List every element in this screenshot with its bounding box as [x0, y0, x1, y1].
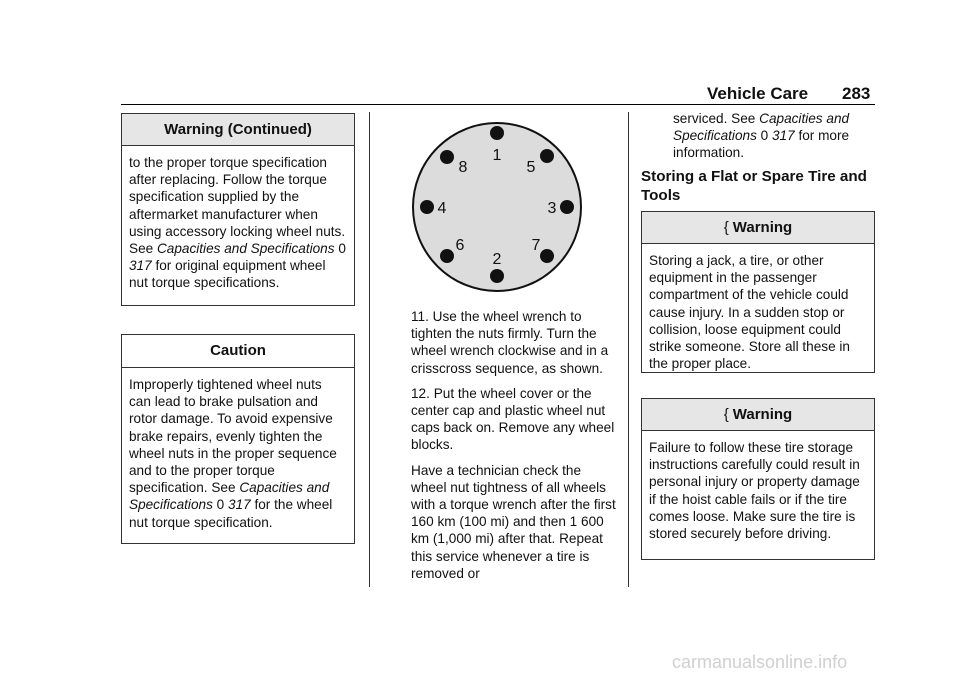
- wheel-nut-sequence-diagram: [410, 120, 584, 294]
- continued-paragraph: [673, 110, 873, 162]
- continued-text: serviced. See: [673, 111, 756, 126]
- step-text: Use the wheel wrench to tighten the nuts firmly. Turn the wheel wrench clockwise and in a crisscross sequence, as shown.: [411, 309, 609, 376]
- step-text: Put the wheel cover or the center cap and plastic wheel nut caps back on. Remove any wheel blocks.: [411, 385, 615, 453]
- step-item: [381, 385, 617, 454]
- step-number: 12.: [411, 385, 430, 401]
- capacities-link[interactable]: Capacities and Specifications: [156, 241, 335, 257]
- warning-box-storage: [641, 398, 875, 560]
- sequence-label: 3: [547, 200, 557, 217]
- sequence-label: 1: [492, 147, 502, 164]
- warning-body: Storing a jack, a tire, or other equipment in the passenger compartment of the vehicle could cause injury. In a sudden stop or collision, loose equipment could strike someone. Store all these in the proper place.: [649, 253, 850, 372]
- lug-nut: [440, 249, 454, 263]
- lug-nut: [490, 126, 504, 140]
- column-divider-right: [628, 112, 629, 587]
- caution-body: [122, 368, 354, 531]
- step-item: [381, 308, 617, 377]
- watermark: carmanualsonline.info: [672, 652, 848, 672]
- warning-title: Warning: [732, 406, 793, 423]
- warning-title: Warning: [732, 219, 793, 236]
- caution-box: [121, 334, 355, 544]
- lug-nut: [560, 200, 574, 214]
- sequence-label: 6: [455, 237, 465, 254]
- warning-icon: {: [723, 406, 729, 423]
- sequence-label: 4: [437, 200, 447, 217]
- warning-header: [642, 399, 874, 431]
- sequence-label: 7: [531, 237, 541, 254]
- column-divider-left: [369, 112, 370, 587]
- header-rule: [121, 104, 875, 105]
- lug-nut: [440, 150, 454, 164]
- caution-text: Improperly tightened wheel nuts can lead to brake pulsation and rotor damage. To avoid expensive brake repairs, evenly tighten the wheel nuts in the proper sequence and to the proper torque specification. See: [129, 377, 337, 496]
- lug-nut: [540, 249, 554, 263]
- warning-continued-text-end: for original equipment wheel nut torque specifications.: [129, 258, 326, 291]
- capacities-link[interactable]: Capacities and Specifications: [673, 111, 850, 144]
- warning-icon: {: [723, 219, 729, 236]
- warning-continued-body: [122, 146, 354, 292]
- step-number: 11.: [411, 309, 429, 324]
- continued-text-end: for more information.: [673, 128, 850, 161]
- page-ref-arrow: 0: [216, 497, 225, 513]
- page-ref-number[interactable]: 317: [772, 128, 795, 144]
- warning-continued-box: [121, 113, 355, 306]
- caution-title: Caution: [122, 335, 354, 368]
- sequence-label: 2: [492, 251, 502, 268]
- capacities-link[interactable]: Capacities and Specifications: [129, 480, 330, 513]
- section-title: Vehicle Care: [707, 84, 809, 103]
- sequence-label: 8: [458, 159, 468, 176]
- warning-box-jack: [641, 211, 875, 373]
- warning-header: [642, 212, 874, 244]
- warning-body: Failure to follow these tire storage instructions carefully could result in personal injury or property damage if the hoist cable fails or if the tire comes loose. Make sure the tire is stored securely before driving.: [649, 440, 860, 542]
- warning-continued-text: to the proper torque specification after replacing. Follow the torque specification supplied by the aftermarket manufacturer when using accessory locking wheel nuts. See: [129, 155, 346, 257]
- lug-nut: [490, 269, 504, 283]
- page-ref-arrow: 0: [760, 128, 769, 144]
- caution-text-end: for the wheel nut torque specification.: [129, 497, 333, 530]
- page-ref-arrow: 0: [338, 241, 346, 257]
- step-note: Have a technician check the wheel nut tightness of all wheels with a torque wrench after the first 160 km (100 mi) and then 1 600 km (1,000 mi) after that. Repeat this service whenever a tire is removed or: [411, 462, 616, 581]
- page-ref-number[interactable]: 317: [129, 258, 152, 274]
- lug-nut: [420, 200, 434, 214]
- page-number: 283: [842, 84, 871, 103]
- page-ref-number[interactable]: 317: [228, 497, 251, 513]
- warning-continued-title: Warning (Continued): [122, 114, 354, 146]
- section-heading: Storing a Flat or Spare Tire and Tools: [641, 168, 867, 204]
- sequence-label: 5: [526, 159, 536, 176]
- lug-nut: [540, 149, 554, 163]
- instruction-steps: [381, 308, 617, 582]
